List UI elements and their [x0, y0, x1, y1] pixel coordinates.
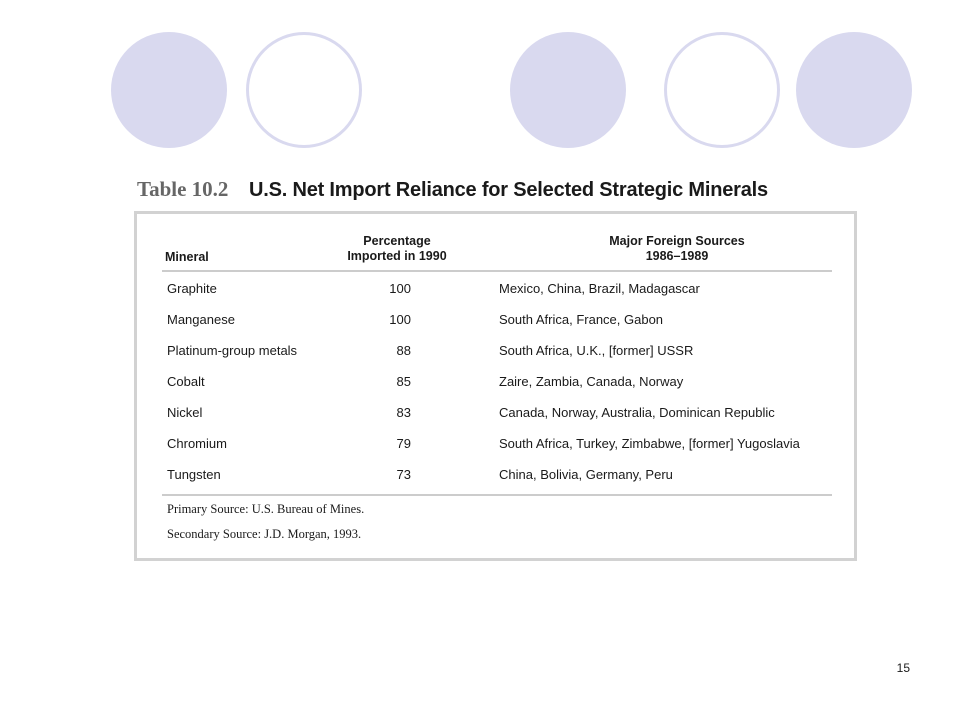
cell-sources: Canada, Norway, Australia, Dominican Republic [499, 405, 775, 420]
decorative-circle-filled-1 [111, 32, 227, 148]
cell-sources: South Africa, France, Gabon [499, 312, 664, 327]
decorative-circle-outline-2 [664, 32, 780, 148]
cell-mineral: Chromium [167, 436, 227, 451]
decorative-circle-filled-3 [796, 32, 912, 148]
table-row [137, 307, 854, 338]
minerals-table [134, 211, 857, 561]
table-row [137, 462, 854, 493]
cell-percentage: 79 [396, 436, 411, 451]
decorative-circle-filled-2 [510, 32, 626, 148]
cell-percentage: 85 [396, 374, 411, 389]
table-caption [137, 177, 837, 202]
table-title: U.S. Net Import Reliance for Selected Strategic Minerals [249, 179, 768, 201]
header-sources-line1: Major Foreign Sources [609, 234, 745, 248]
header-sources-line2: 1986–1989 [645, 249, 709, 263]
cell-percentage: 100 [389, 281, 411, 296]
decorative-circle-outline-1 [246, 32, 362, 148]
header-percentage [337, 234, 457, 264]
cell-mineral: Platinum-group metals [167, 343, 298, 358]
cell-mineral: Cobalt [167, 374, 205, 389]
cell-mineral: Graphite [167, 281, 217, 296]
cell-percentage: 100 [389, 312, 411, 327]
primary-source-note: Primary Source: U.S. Bureau of Mines. [167, 502, 365, 516]
table-row [137, 338, 854, 369]
table-row [137, 276, 854, 307]
table-row [137, 369, 854, 400]
cell-sources: Zaire, Zambia, Canada, Norway [499, 374, 684, 389]
cell-sources: China, Bolivia, Germany, Peru [499, 467, 673, 482]
secondary-source-note: Secondary Source: J.D. Morgan, 1993. [167, 527, 362, 541]
cell-percentage: 83 [396, 405, 411, 420]
cell-sources: South Africa, U.K., [former] USSR [499, 343, 694, 358]
cell-sources: South Africa, Turkey, Zimbabwe, [former] Yugoslavia [499, 436, 800, 451]
cell-mineral: Nickel [167, 405, 203, 420]
table-body [137, 276, 854, 493]
header-percentage-line1: Percentage [363, 234, 431, 248]
page-number: 15 [896, 661, 910, 675]
table-row [137, 400, 854, 431]
cell-mineral: Tungsten [167, 467, 221, 482]
cell-percentage: 73 [396, 467, 411, 482]
header-mineral: Mineral [165, 250, 209, 264]
table-number: Table 10.2 [137, 177, 229, 201]
cell-sources: Mexico, China, Brazil, Madagascar [499, 281, 700, 296]
header-percentage-line2: Imported in 1990 [347, 249, 447, 263]
table-row [137, 431, 854, 462]
header-sources [577, 234, 777, 264]
cell-mineral: Manganese [167, 312, 235, 327]
footer-rule [162, 494, 832, 496]
cell-percentage: 88 [396, 343, 411, 358]
header-rule [162, 270, 832, 272]
